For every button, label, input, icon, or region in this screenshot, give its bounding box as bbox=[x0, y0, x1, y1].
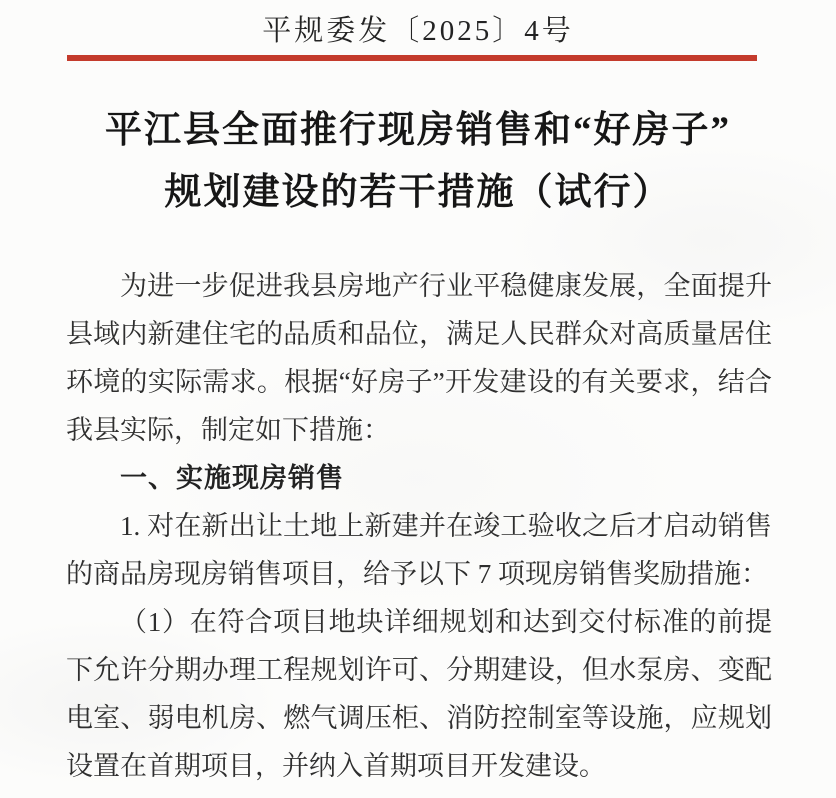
document-body bbox=[66, 262, 772, 790]
paragraph-intro: 为进一步促进我县房地产行业平稳健康发展，全面提升县域内新建住宅的品质和品位，满足人民群众对高质量居住环境的实际需求。根据“好房子”开发建设的有关要求，结合我县实际，制定如下措施： bbox=[66, 271, 772, 445]
document-number: 平规委发〔2025〕4号 bbox=[262, 15, 574, 47]
document-title-line1: 平江县全面推行现房销售和“好房子” bbox=[105, 110, 731, 151]
section-heading-1: 一、实施现房销售 bbox=[120, 463, 344, 493]
paragraph-measure-1-item-1: （1）在符合项目地块详细规划和达到交付标准的前提下允许分期办理工程规划许可、分期建设，但水泵房、变配电室、弱电机房、燃气调压柜、消防控制室等设施，应规划设置在首期项目，并纳入首期项目开发建设。 bbox=[66, 607, 772, 781]
document-title-line2: 规划建设的若干措施（试行） bbox=[164, 172, 672, 213]
document-title bbox=[0, 100, 836, 224]
paragraph-measure-1: 1. 对在新出让土地上新建并在竣工验收之后才启动销售的商品房现房销售项目，给予以下 7 项现房销售奖励措施： bbox=[66, 511, 772, 589]
red-divider-line bbox=[67, 55, 757, 61]
